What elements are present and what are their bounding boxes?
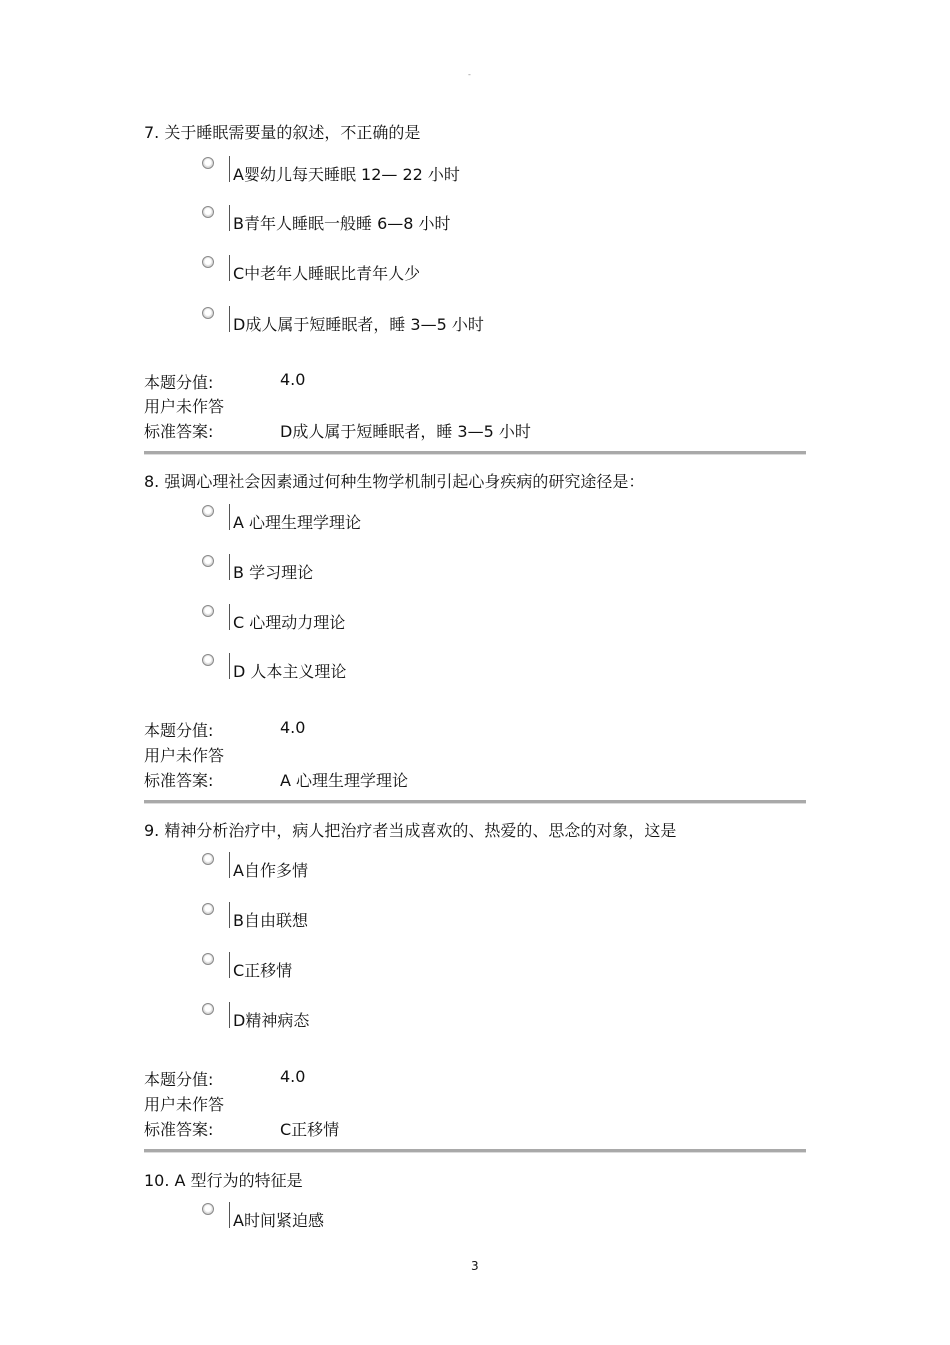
option-divider <box>229 852 230 878</box>
question-title: 8. 强调心理社会因素通过何种生物学机制引起心身疾病的研究途径是： <box>144 472 645 491</box>
radio-button-icon[interactable] <box>202 903 214 915</box>
option-c[interactable] <box>200 255 820 283</box>
radio-button-icon[interactable] <box>202 505 214 517</box>
question-title: 7. 关于睡眠需要量的叙述，不正确的是 <box>144 123 421 142</box>
option-b[interactable] <box>200 554 820 582</box>
score-label: 本题分值: <box>144 721 214 740</box>
option-divider <box>229 653 230 679</box>
option-a[interactable] <box>200 1202 820 1230</box>
option-b[interactable] <box>200 902 820 930</box>
option-a[interactable] <box>200 156 820 184</box>
divider <box>144 451 806 455</box>
score-value: 4.0 <box>280 370 306 389</box>
answer-value: C正移情 <box>280 1120 340 1139</box>
option-label: C中老年人睡眠比青年人少 <box>233 264 421 283</box>
option-d[interactable] <box>200 1002 820 1030</box>
question-title: 10. A 型行为的特征是 <box>144 1171 303 1190</box>
option-label: C 心理动力理论 <box>233 613 346 632</box>
score-label: 本题分值: <box>144 373 214 392</box>
option-label: B自由联想 <box>233 911 308 930</box>
option-divider <box>229 952 230 978</box>
answer-label: 标准答案: <box>144 422 214 441</box>
answer-label: 标准答案: <box>144 1120 214 1139</box>
option-label: B青年人睡眠一般睡 6—8 小时 <box>233 214 451 233</box>
option-divider <box>229 604 230 630</box>
option-label: A时间紧迫感 <box>233 1211 324 1230</box>
top-mark: - <box>468 70 471 79</box>
option-a[interactable] <box>200 504 820 532</box>
option-divider <box>229 554 230 580</box>
option-c[interactable] <box>200 952 820 980</box>
option-divider <box>229 1002 230 1028</box>
answer-status: 用户未作答 <box>144 1095 225 1114</box>
option-label: A婴幼儿每天睡眠 12— 22 小时 <box>233 165 460 184</box>
answer-value: A 心理生理学理论 <box>280 771 409 790</box>
option-divider <box>229 205 230 231</box>
option-divider <box>229 902 230 928</box>
option-c[interactable] <box>200 604 820 632</box>
radio-button-icon[interactable] <box>202 605 214 617</box>
answer-status: 用户未作答 <box>144 397 225 416</box>
question-title: 9. 精神分析治疗中，病人把治疗者当成喜欢的、热爱的、思念的对象，这是 <box>144 821 677 840</box>
divider <box>144 1149 806 1153</box>
option-divider <box>229 504 230 530</box>
radio-button-icon[interactable] <box>202 1203 214 1215</box>
radio-button-icon[interactable] <box>202 256 214 268</box>
option-label: D成人属于短睡眠者，睡 3—5 小时 <box>233 315 484 334</box>
answer-value: D成人属于短睡眠者，睡 3—5 小时 <box>280 422 531 441</box>
option-b[interactable] <box>200 205 820 233</box>
answer-label: 标准答案: <box>144 771 214 790</box>
radio-button-icon[interactable] <box>202 555 214 567</box>
radio-button-icon[interactable] <box>202 654 214 666</box>
option-divider <box>229 306 230 332</box>
answer-status: 用户未作答 <box>144 746 225 765</box>
radio-button-icon[interactable] <box>202 1003 214 1015</box>
radio-button-icon[interactable] <box>202 853 214 865</box>
radio-button-icon[interactable] <box>202 206 214 218</box>
option-label: D精神病态 <box>233 1011 310 1030</box>
score-value: 4.0 <box>280 718 306 737</box>
score-value: 4.0 <box>280 1067 306 1086</box>
option-divider <box>229 156 230 182</box>
option-label: B 学习理论 <box>233 563 314 582</box>
option-divider <box>229 1202 230 1228</box>
divider <box>144 800 806 804</box>
score-label: 本题分值: <box>144 1070 214 1089</box>
page-number: 3 <box>471 1259 479 1273</box>
option-label: C正移情 <box>233 961 293 980</box>
option-d[interactable] <box>200 306 820 334</box>
option-label: D 人本主义理论 <box>233 662 347 681</box>
option-divider <box>229 255 230 281</box>
option-label: A自作多情 <box>233 861 308 880</box>
option-d[interactable] <box>200 653 820 681</box>
radio-button-icon[interactable] <box>202 953 214 965</box>
radio-button-icon[interactable] <box>202 307 214 319</box>
option-a[interactable] <box>200 852 820 880</box>
option-label: A 心理生理学理论 <box>233 513 362 532</box>
radio-button-icon[interactable] <box>202 157 214 169</box>
